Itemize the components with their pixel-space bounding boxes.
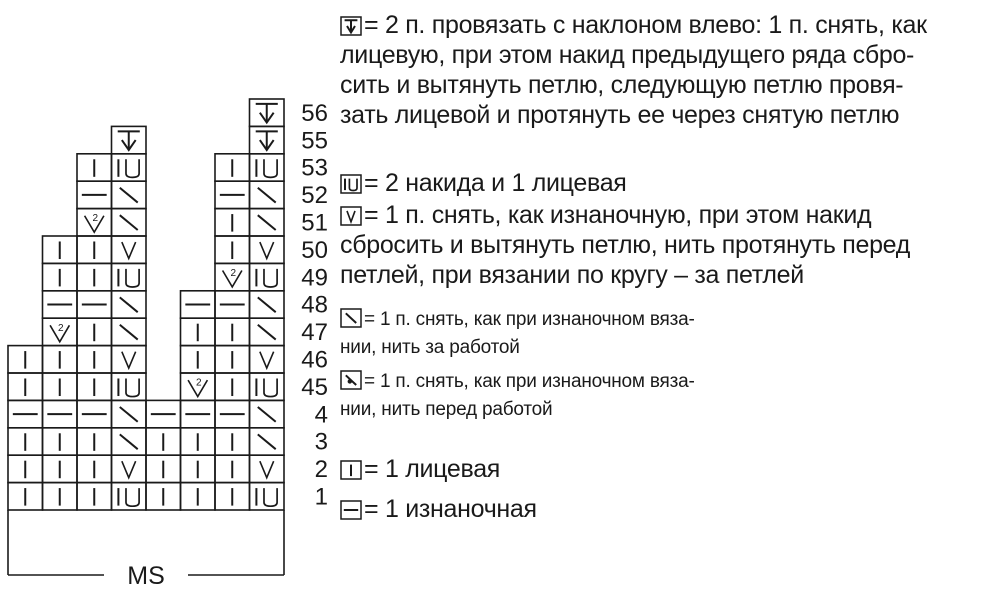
chart-cell-inc2 (77, 209, 112, 236)
chart-cell-purl (8, 400, 43, 427)
row-number-label: 48 (301, 291, 328, 319)
chart-cell-inc2 (43, 318, 78, 345)
legend-text-line: сбросить и вытянуть петлю, нить протянуть перед (340, 231, 911, 259)
row-number-label: 49 (301, 264, 328, 292)
chart-cell-knit (215, 346, 250, 373)
chart-cell-iu (250, 483, 285, 510)
chart-cell-knit (181, 483, 216, 510)
legend-item-slipdot (340, 368, 840, 424)
chart-cell-slip (112, 209, 147, 236)
chart-cell-dec (250, 126, 285, 153)
chart-cell-knit (8, 455, 43, 482)
legend-text-line: = 2 п. провязать с наклоном влево: 1 п. снять, как (364, 11, 927, 39)
legend-item-dec (340, 10, 992, 130)
row-number-label: 45 (301, 373, 328, 401)
chart-cell-knit (43, 483, 78, 510)
chart-cell-inc2 (215, 263, 250, 290)
chart-cell-iu (112, 483, 147, 510)
row-number-label: 4 (314, 401, 328, 429)
legend-item-knit (340, 454, 992, 484)
chart-cell-iu (250, 154, 285, 181)
chart-cell-iu (112, 263, 147, 290)
row-number-label: 55 (301, 127, 328, 155)
chart-cell-knit (43, 236, 78, 263)
legend-item-v (340, 200, 992, 290)
chart-cell-slip (250, 400, 285, 427)
chart-cell-knit (181, 346, 216, 373)
chart-cell-knit (215, 318, 250, 345)
chart-cell-knit (77, 263, 112, 290)
chart-cell-knit (181, 428, 216, 455)
chart-cell-iu (112, 154, 147, 181)
legend-symbol-iu (340, 174, 362, 194)
chart-cell-slip (112, 181, 147, 208)
chart-cell-knit (77, 428, 112, 455)
chart-cell-slip (112, 318, 147, 345)
row-number-label: 47 (301, 319, 328, 347)
row-number-label: 50 (301, 236, 328, 264)
chart-cell-v (112, 455, 147, 482)
chart-cell-slip (112, 428, 147, 455)
chart-cell-slip (250, 318, 285, 345)
row-number-label: 56 (301, 99, 328, 127)
row-number-label: 2 (314, 456, 328, 484)
legend-symbol-slip (340, 308, 362, 328)
svg-text:2: 2 (195, 377, 202, 389)
chart-cell-purl (215, 291, 250, 318)
legend-text-line: = 1 изнаночная (364, 495, 537, 523)
chart-cell-knit (77, 318, 112, 345)
chart-cell-purl (181, 400, 216, 427)
row-number-label: 1 (314, 483, 328, 511)
chart-cell-purl (215, 181, 250, 208)
chart-cell-knit (77, 455, 112, 482)
chart-cell-iu (250, 373, 285, 400)
chart-cell-iu (250, 263, 285, 290)
chart-cell-iu (112, 373, 147, 400)
legend-symbol-knit (340, 460, 362, 480)
svg-text:2: 2 (92, 213, 99, 225)
legend-text-line: = 1 п. снять, как изнаночную, при этом накид (364, 201, 872, 229)
chart-cell-knit (215, 428, 250, 455)
chart-cell-knit (215, 483, 250, 510)
chart-cell-purl (215, 400, 250, 427)
legend-symbol-slipdot (340, 370, 362, 390)
chart-cell-knit (43, 373, 78, 400)
chart-cell-dec (250, 99, 285, 126)
chart-cell-knit (181, 318, 216, 345)
chart-cell-purl (181, 291, 216, 318)
legend-text-line: сить и вытянуть петлю, следующую петлю провя- (340, 71, 904, 99)
chart-cell-v (250, 236, 285, 263)
legend-text-line: = 1 п. снять, как при изнаночном вяза- (364, 371, 695, 392)
chart-cell-dec (112, 126, 147, 153)
legend-text-line: нии, нить за работой (340, 337, 520, 358)
chart-cell-slip (250, 291, 285, 318)
chart-cell-knit (77, 483, 112, 510)
chart-cell-knit (43, 346, 78, 373)
legend-text-line: = 1 лицевая (364, 455, 501, 483)
chart-cell-purl (77, 400, 112, 427)
chart-cell-knit (215, 373, 250, 400)
chart-cell-knit (146, 455, 181, 482)
chart-cell-knit (8, 346, 43, 373)
chart-cell-slip (250, 209, 285, 236)
legend-text-line: = 1 п. снять, как при изнаночном вяза- (364, 309, 695, 330)
chart-cell-v (112, 236, 147, 263)
row-number-label: 3 (314, 428, 328, 456)
chart-cell-knit (43, 428, 78, 455)
chart-cell-knit (181, 455, 216, 482)
chart-cell-v (250, 455, 285, 482)
chart-cell-knit (8, 373, 43, 400)
chart-cell-knit (8, 483, 43, 510)
row-number-label: 46 (301, 346, 328, 374)
legend-symbol-v (340, 206, 362, 226)
chart-cell-knit (146, 483, 181, 510)
legend-item-purl (340, 494, 992, 524)
legend-text-line: лицевую, при этом накид предыдущего ряда сбро- (340, 41, 915, 69)
chart-cell-knit (215, 455, 250, 482)
chart-cell-knit (77, 373, 112, 400)
chart-cell-purl (43, 291, 78, 318)
legend-text-line: нии, нить перед работой (340, 399, 553, 420)
chart-cell-knit (77, 236, 112, 263)
chart-cell-purl (77, 291, 112, 318)
row-number-label: 51 (301, 209, 328, 237)
chart-cell-knit (215, 154, 250, 181)
chart-cell-knit (43, 455, 78, 482)
legend-item-iu (340, 168, 992, 198)
legend-symbol-purl (340, 500, 362, 520)
chart-cell-inc2 (181, 373, 216, 400)
chart-cell-knit (77, 154, 112, 181)
svg-text:2: 2 (230, 268, 237, 280)
chart-cell-knit (215, 236, 250, 263)
knitting-chart (0, 0, 340, 604)
chart-cell-purl (146, 400, 181, 427)
svg-text:2: 2 (57, 322, 64, 334)
chart-cell-slip (112, 291, 147, 318)
chart-cell-knit (146, 428, 181, 455)
chart-cell-slip (250, 181, 285, 208)
chart-cell-v (250, 346, 285, 373)
legend-text-line: петлей, при вязании по кругу – за петлей (340, 261, 804, 289)
chart-cell-slip (250, 428, 285, 455)
chart-cell-purl (43, 400, 78, 427)
chart-cell-purl (77, 181, 112, 208)
row-number-label: 52 (301, 182, 328, 210)
legend-item-slip (340, 306, 840, 362)
chart-cell-v (112, 346, 147, 373)
chart-cell-knit (8, 428, 43, 455)
repeat-width-label: MS (127, 562, 165, 590)
chart-cell-knit (215, 209, 250, 236)
chart-cell-knit (43, 263, 78, 290)
legend-text-line: зать лицевой и протянуть ее через снятую петлю (340, 101, 900, 129)
chart-cell-slip (112, 400, 147, 427)
row-number-label: 53 (301, 154, 328, 182)
legend-symbol-dec (340, 16, 362, 36)
legend-text-line: = 2 накида и 1 лицевая (364, 169, 627, 197)
chart-cell-knit (77, 346, 112, 373)
